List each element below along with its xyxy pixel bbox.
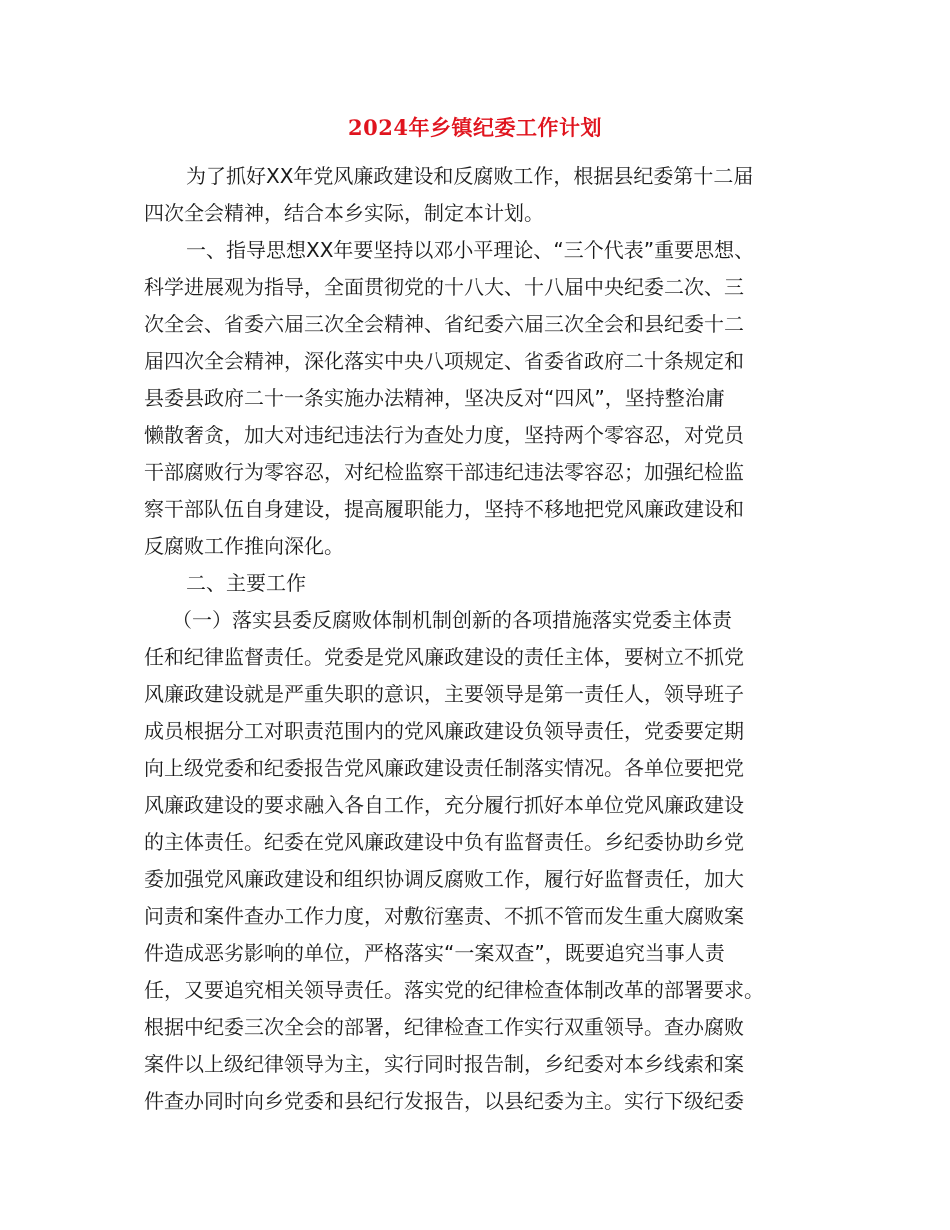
paragraph-line: 反腐败工作推向深化。 <box>144 534 344 558</box>
paragraph-line: （一）落实县委反腐败体制机制创新的各项措施落实党委主体责 <box>172 608 732 632</box>
paragraph-line: 风廉政建设的要求融入各自工作，充分履行抓好本单位党风廉政建设 <box>144 793 744 817</box>
paragraph-line: 成员根据分工对职责范围内的党风廉政建设负领导责任，党委要定期 <box>144 719 744 743</box>
section-heading: 二、主要工作 <box>186 571 306 595</box>
paragraph-line: 干部腐败行为零容忍，对纪检监察干部违纪违法零容忍；加强纪检监 <box>144 460 744 484</box>
paragraph-line: 懒散奢贪，加大对违纪违法行为查处力度，坚持两个零容忍，对党员 <box>144 423 744 447</box>
paragraph-line: 一、指导思想XX年要坚持以邓小平理论、“三个代表”重要思想、 <box>186 238 755 262</box>
paragraph-line: 任和纪律监督责任。党委是党风廉政建设的责任主体，要树立不抓党 <box>144 645 744 669</box>
paragraph-line: 察干部队伍自身建设，提高履职能力，坚持不移地把党风廉政建设和 <box>144 497 744 521</box>
paragraph-line: 风廉政建设就是严重失职的意识，主要领导是第一责任人，领导班子 <box>144 682 744 706</box>
paragraph-line: 任，又要追究相关领导责任。落实党的纪律检查体制改革的部署要求。 <box>144 978 764 1002</box>
paragraph-line: 向上级党委和纪委报告党风廉政建设责任制落实情况。各单位要把党 <box>144 756 744 780</box>
paragraph-line: 四次全会精神，结合本乡实际，制定本计划。 <box>144 201 544 225</box>
document-title: 2024年乡镇纪委工作计划 <box>348 115 602 140</box>
paragraph-line: 县委县政府二十一条实施办法精神，坚决反对“四风”，坚持整治庸 <box>144 386 725 410</box>
paragraph-line: 委加强党风廉政建设和组织协调反腐败工作，履行好监督责任，加大 <box>144 867 744 891</box>
paragraph-line: 届四次全会精神，深化落实中央八项规定、省委省政府二十条规定和 <box>144 349 744 373</box>
paragraph-line: 根据中纪委三次全会的部署，纪律检查工作实行双重领导。查办腐败 <box>144 1015 744 1039</box>
paragraph-line: 为了抓好XX年党风廉政建设和反腐败工作，根据县纪委第十二届 <box>186 164 754 188</box>
paragraph-line: 的主体责任。纪委在党风廉政建设中负有监督责任。乡纪委协助乡党 <box>144 830 744 854</box>
paragraph-line: 案件以上级纪律领导为主，实行同时报告制，乡纪委对本乡线索和案 <box>144 1052 744 1076</box>
paragraph-line: 件造成恶劣影响的单位，严格落实“一案双查”，既要追究当事人责 <box>144 941 725 965</box>
paragraph-line: 科学进展观为指导，全面贯彻党的十八大、十八届中央纪委二次、三 <box>144 275 744 299</box>
paragraph-line: 问责和案件查办工作力度，对敷衍塞责、不抓不管而发生重大腐败案 <box>144 904 744 928</box>
paragraph-line: 次全会、省委六届三次全会精神、省纪委六届三次全会和县纪委十二 <box>144 312 744 336</box>
paragraph-line: 件查办同时向乡党委和县纪行发报告，以县纪委为主。实行下级纪委 <box>144 1089 744 1113</box>
